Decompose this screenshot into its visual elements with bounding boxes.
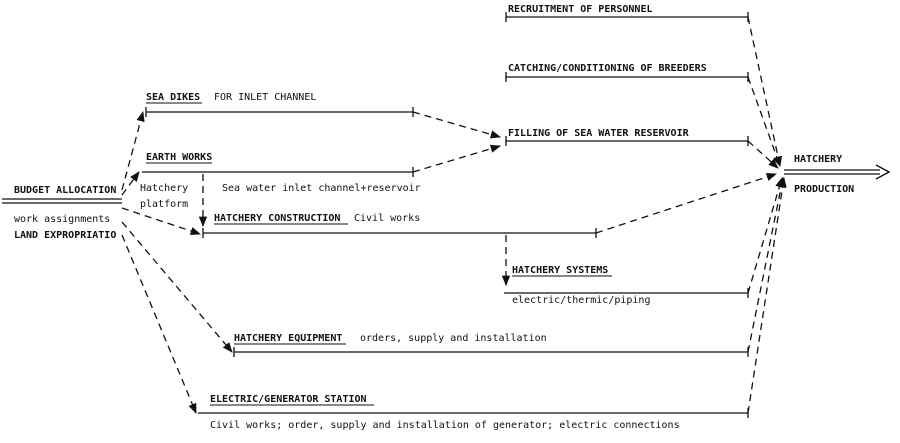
sea-dikes-note: FOR INLET CHANNEL xyxy=(214,92,317,103)
arrow-equipment-to-production xyxy=(748,178,783,352)
task-hatchery-construction xyxy=(203,213,596,238)
task-hatchery-systems xyxy=(504,265,748,306)
arrow-construction-to-production xyxy=(596,174,776,233)
hatchery-production-label-1: HATCHERY xyxy=(794,154,843,165)
electric-station-title: ELECTRIC/GENERATOR STATION xyxy=(210,394,367,405)
task-hatchery-equipment xyxy=(234,333,748,357)
arrow-to-hatchery-construction xyxy=(122,208,200,234)
task-filling-reservoir xyxy=(506,128,748,146)
earth-works-title: EARTH WORKS xyxy=(146,152,213,163)
production-arrowhead xyxy=(876,165,889,179)
task-earth-works xyxy=(140,152,421,210)
hatchery-production-label-2: PRODUCTION xyxy=(794,184,855,195)
hatchery-systems-title: HATCHERY SYSTEMS xyxy=(512,265,609,276)
sea-dikes-title: SEA DIKES xyxy=(146,92,201,103)
land-expropriation-label: LAND EXPROPRIATIO xyxy=(14,230,117,241)
arrow-to-sea-dikes xyxy=(122,112,143,190)
earth-works-note-right: Sea water inlet channel+reservoir xyxy=(222,183,421,194)
recruitment-title: RECRUITMENT OF PERSONNEL xyxy=(508,4,653,15)
hatchery-equipment-note: orders, supply and installation xyxy=(360,333,547,344)
arrow-systems-to-production xyxy=(748,178,782,293)
hatchery-construction-title: HATCHERY CONSTRUCTION xyxy=(214,213,341,224)
arrow-to-electric-station xyxy=(122,235,196,413)
task-electric-station xyxy=(198,394,748,431)
arrow-electric-to-production xyxy=(748,178,784,413)
arrow-to-hatchery-equipment xyxy=(122,222,232,352)
task-catching-breeders xyxy=(506,63,748,82)
arrow-earth-works-to-filling xyxy=(413,146,500,172)
work-assignments-label: work assignments xyxy=(14,214,111,225)
earth-works-note-left-1: Hatchery xyxy=(140,183,189,194)
filling-title: FILLING OF SEA WATER RESERVOIR xyxy=(508,128,689,139)
budget-allocation-double-line xyxy=(2,199,122,203)
hatchery-equipment-title: HATCHERY EQUIPMENT xyxy=(234,333,343,344)
hatchery-construction-note: Civil works xyxy=(354,213,421,224)
task-dependency-arrows xyxy=(413,112,500,172)
hatchery-production-node xyxy=(784,154,889,195)
arrow-sea-dikes-to-filling xyxy=(413,112,500,137)
task-recruitment xyxy=(506,4,748,22)
budget-allocation-label: BUDGET ALLOCATION xyxy=(14,185,117,196)
task-sea-dikes xyxy=(146,92,413,117)
arrow-filling-to-production xyxy=(748,141,778,168)
earth-works-note-left-2: platform xyxy=(140,199,189,210)
hatchery-systems-note: electric/thermic/piping xyxy=(512,295,651,306)
arrow-to-earth-works xyxy=(122,172,139,195)
catching-title: CATCHING/CONDITIONING OF BREEDERS xyxy=(508,63,707,74)
electric-station-note: Civil works; order, supply and installation of generator; electric connections xyxy=(210,420,680,431)
